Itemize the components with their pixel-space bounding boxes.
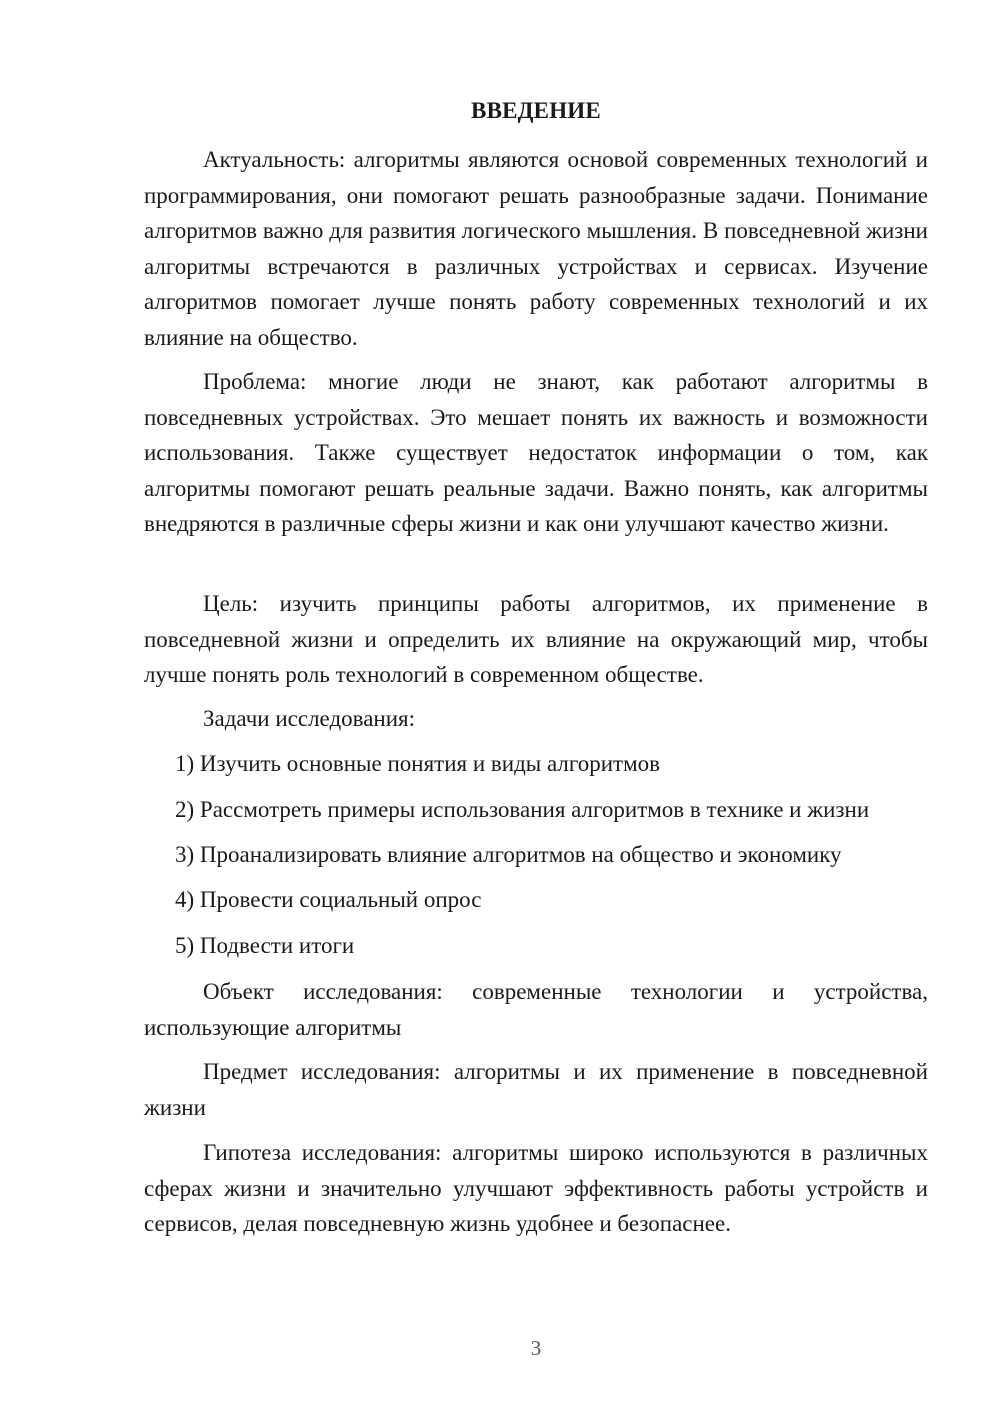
hypothesis-paragraph: Гипотеза исследования: алгоритмы широко используются в различных сферах жизни и значительно улучшают эффективность работы устройств и сервисов, делая повседневную жизнь удобнее и безопаснее. <box>144 1140 928 1236</box>
task-item-2: 2) Рассмотреть примеры использования алгоритмов в технике и жизни <box>175 797 870 822</box>
task-item-5: 5) Подвести итоги <box>175 933 355 958</box>
research-object-paragraph: Объект исследования: современные технологии и устройства, использующие алгоритмы <box>144 979 928 1040</box>
page-number: 3 <box>530 1336 542 1360</box>
relevance-paragraph: Актуальность: алгоритмы являются основой современных технологий и программирования, они помогают решать разнообразные задачи. Понимание алгоритмов важно для развития логического мышления. В повседневной жизни алгоритмы встречаются в различных устройствах и сервисах. Изучение алгоритмов помогает лучше понять работу современных технологий и их влияние на общество. <box>144 147 928 350</box>
tasks-heading: Задачи исследования: <box>203 706 416 731</box>
page-title: ВВЕДЕНИЕ <box>471 98 601 123</box>
problem-paragraph: Проблема: многие люди не знают, как работают алгоритмы в повседневных устройствах. Это мешает понять их важность и возможности использования. Также существует недостаток информации о том, как алгоритмы помогают решать реальные задачи. Важно понять, как алгоритмы внедряются в различные сферы жизни и как они улучшают качество жизни. <box>144 369 928 536</box>
goal-paragraph: Цель: изучить принципы работы алгоритмов, их применение в повседневной жизни и определить их влияние на окружающий мир, чтобы лучше понять роль технологий в современном обществе. <box>144 591 928 687</box>
task-item-4: 4) Провести социальный опрос <box>175 887 482 912</box>
task-item-1: 1) Изучить основные понятия и виды алгоритмов <box>175 751 660 776</box>
task-item-3: 3) Проанализировать влияние алгоритмов на общество и экономику <box>175 842 842 867</box>
research-subject-paragraph: Предмет исследования: алгоритмы и их применение в повседневной жизни <box>144 1059 928 1120</box>
